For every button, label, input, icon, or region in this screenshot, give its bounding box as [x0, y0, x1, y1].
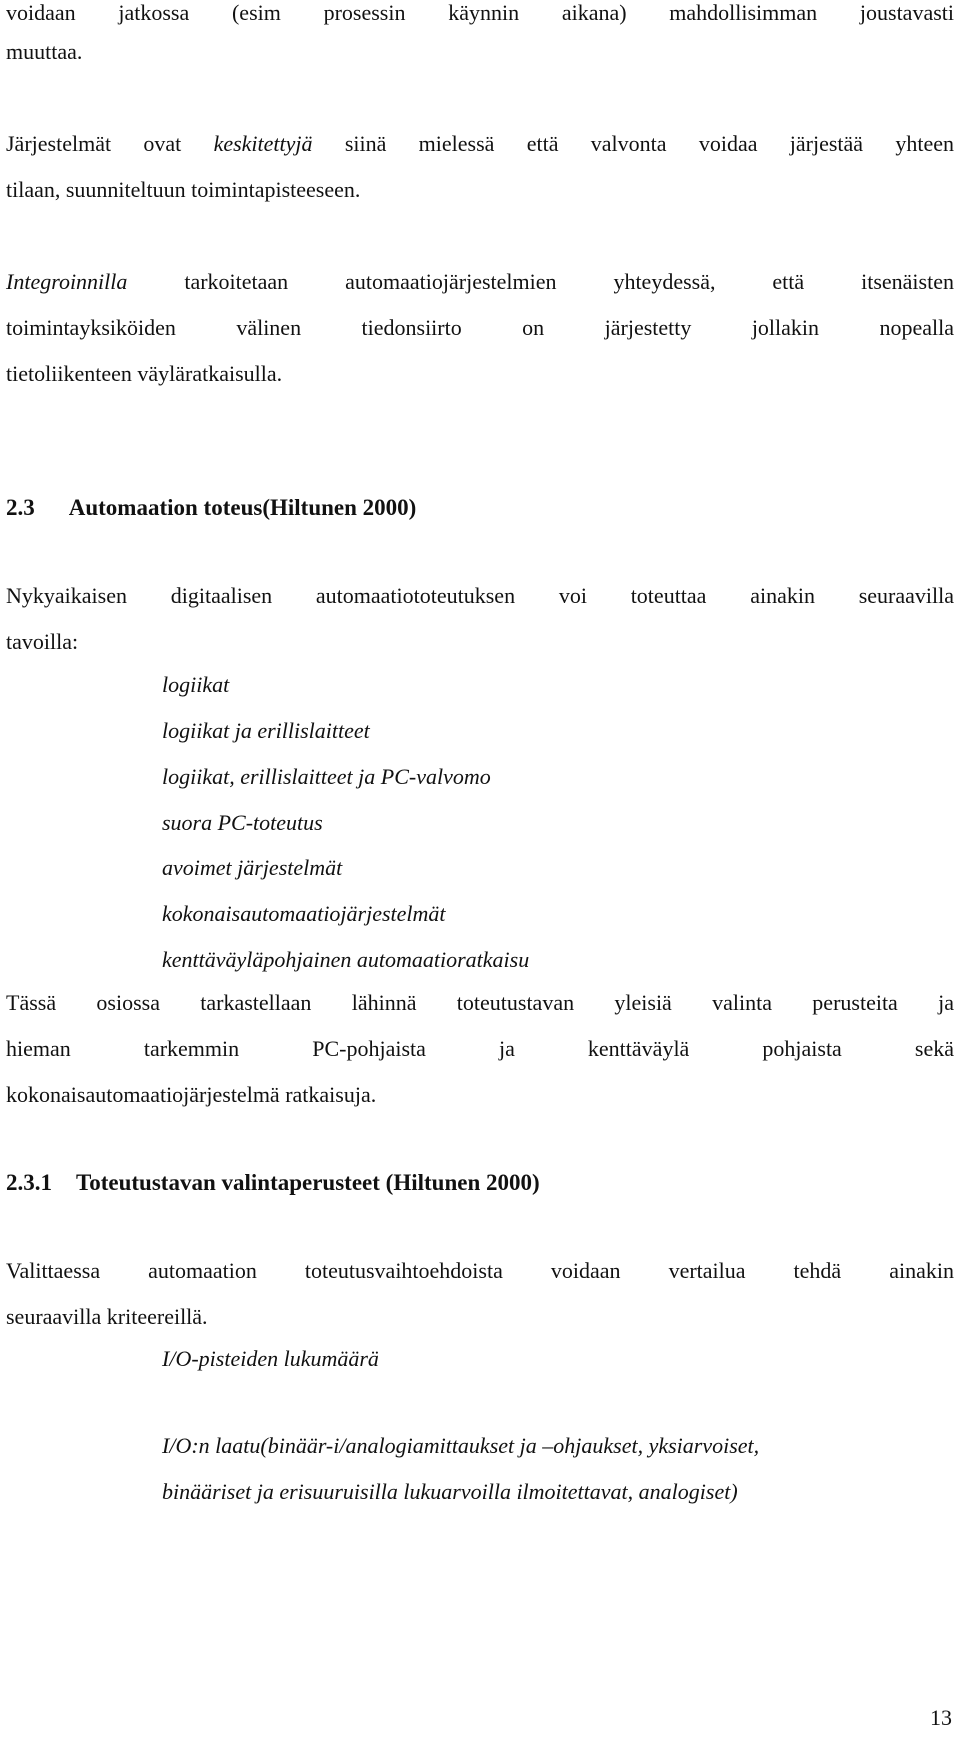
criterion-item-continuation: binääriset ja erisuuruisilla lukuarvoilla ilmoitettavat, analogiset) — [162, 1479, 738, 1504]
paragraph-3-emphasis: Integroinnilla — [6, 269, 128, 294]
option-item: avoimet järjestelmät — [162, 855, 343, 880]
paragraph-5-line-3: kokonaisautomaatiojärjestelmä ratkaisuja. — [6, 1082, 377, 1107]
criterion-item: I/O-pisteiden lukumäärä — [162, 1346, 379, 1371]
section-heading-2-3-1 — [6, 1170, 540, 1196]
option-item: kenttäväyläpohjainen automaatioratkaisu — [162, 947, 530, 972]
paragraph-2-line-2: tilaan, suunniteltuun toimintapisteeseen. — [6, 177, 361, 202]
paragraph-3-line-3: tietoliikenteen väyläratkaisulla. — [6, 361, 283, 386]
criterion-item: I/O:n laatu(binäär-i/analogiamittaukset ja –ohjaukset, yksiarvoiset, — [162, 1433, 760, 1458]
section-heading-2-3 — [6, 495, 416, 521]
paragraph-3-line-2: toimintayksiköiden välinen tiedonsiirto on järjestetty jollakin nopealla — [6, 315, 954, 340]
paragraph-2-text-b: siinä mielessä että valvonta voidaa järjestää yhteen — [312, 131, 954, 156]
subsection-number: 2.3.1 — [6, 1170, 52, 1195]
paragraph-2-text-a: Järjestelmät ovat — [6, 131, 214, 156]
paragraph-3-line-1 — [6, 269, 954, 295]
option-item: logiikat ja erillislaitteet — [162, 718, 370, 743]
section-title: Automaation toteus(Hiltunen 2000) — [68, 495, 417, 520]
section-number: 2.3 — [6, 495, 35, 520]
option-item: suora PC-toteutus — [162, 810, 323, 835]
paragraph-2-line-1 — [6, 131, 954, 157]
paragraph-1-line-1: voidaan jatkossa (esim prosessin käynnin aikana) mahdollisimman joustavasti — [6, 0, 954, 25]
paragraph-6-line-2: seuraavilla kriteereillä. — [6, 1304, 208, 1329]
paragraph-5-line-2: hieman tarkemmin PC-pohjaista ja kenttäväylä pohjaista sekä — [6, 1036, 954, 1061]
option-item: kokonaisautomaatiojärjestelmät — [162, 901, 446, 926]
subsection-title: Toteutustavan valintaperusteet (Hiltunen 2000) — [76, 1170, 540, 1195]
paragraph-4-line-1: Nykyaikaisen digitaalisen automaatiototeutuksen voi toteuttaa ainakin seuraavilla — [6, 583, 954, 608]
option-item: logiikat — [162, 672, 230, 697]
page-number: 13 — [930, 1705, 952, 1730]
paragraph-2-emphasis: keskitettyjä — [213, 131, 313, 156]
paragraph-1-line-2: muuttaa. — [6, 39, 83, 64]
paragraph-3-text-b: tarkoitetaan automaatiojärjestelmien yhteydessä, että itsenäisten — [127, 269, 954, 294]
paragraph-4-line-2: tavoilla: — [6, 629, 79, 654]
option-item: logiikat, erillislaitteet ja PC-valvomo — [162, 764, 491, 789]
paragraph-5-line-1: Tässä osiossa tarkastellaan lähinnä toteutustavan yleisiä valinta perusteita ja — [6, 990, 954, 1015]
paragraph-6-line-1: Valittaessa automaation toteutusvaihtoehdoista voidaan vertailua tehdä ainakin — [6, 1258, 954, 1283]
